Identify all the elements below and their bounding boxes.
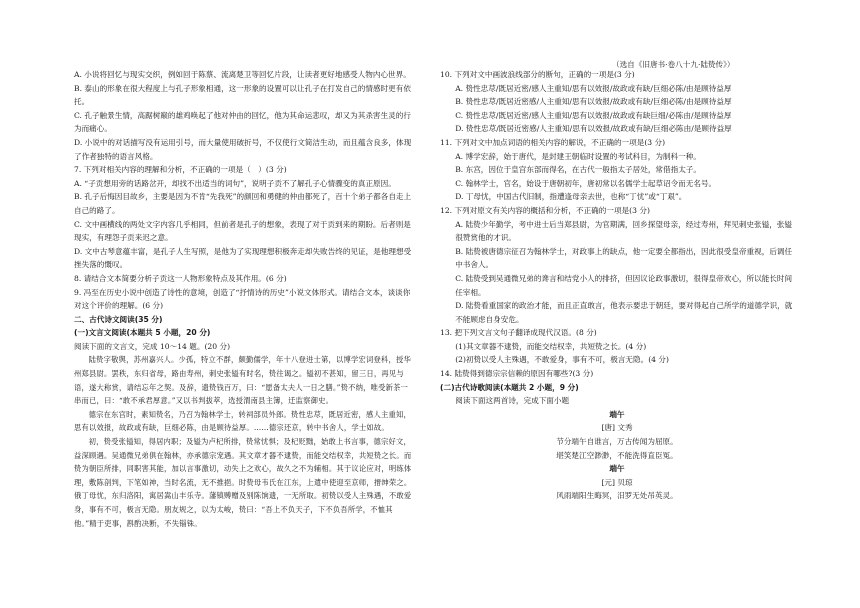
section-2a-heading: (一)文言文阅读(本题共 5 小题，20 分) (74, 328, 211, 338)
q10-option-d: D. 贽性忠荩/既居近密感/人主重知/思有以效报/故政或有缺/巨细必陈由/是顾待益厚 (455, 124, 732, 134)
section-2-heading: 二、古代诗文阅读(35 分) (74, 314, 163, 324)
poem-2-title: 端午 (609, 464, 625, 474)
q7-option-d: D. 文中古琴意蕴丰富，是孔子人生写照，是他为了实现理想积极奔走却失败告终的见证，是他理想受挫失落的慨叹。 (74, 246, 412, 270)
passage-paragraph-3: 初，贽受张镒知，得居内职；及镒为卢杞所排，贽常忧惧；及杞贬黜，始敢上书言事，德宗好文，益深顾遇。吴通微兄弟俱在翰林，亦承德宗宠遇。其文章才器不逮贽，而能交结权幸，共短贽之长。而贽为朝臣所排，同职害其能，加以言事激切，动失上之欢心，故久之不为辅相。其于议论应对，明练体理，敷陈剖判，下笔如神，当时名流，无不推挹。时贽母韦氏在江东，上遣中使迎至京师，搢绅荣之。俄丁母忧，东归洛阳，寓居嵩山丰乐寺。藩镇赙赠及别陈饷遗，一无所取。初贽以受人主殊遇，不敢爱身，事有不可，极言无隐。朋友规之，以为太峻，贽曰：“吾上不负天子，下不负吾所学，不恤其他。”精于吏事，斟酌决断，不失锱铢。 (74, 437, 412, 528)
q13-item-2: (2)初贽以受人主殊遇，不敢爱身，事有不可，极言无隐。(4 分) (455, 355, 669, 365)
left-column (74, 68, 412, 530)
q11-stem: 11. 下列对文中加点词语的相关内容的解说，不正确的一项是(3 分) (440, 137, 666, 147)
q11-option-c: C. 翰林学士，官名，始设于唐朝初年，唐初常以名儒学士起草诏令而无名号。 (455, 178, 717, 188)
q7-option-b: B. 孔子后悔因目故乡，主要是因为不肯“先我死”的颜回和勇健的仲由都死了，百十个弟子都各自走上自己的路了。 (74, 192, 412, 215)
q12-stem: 12. 下列对原文有关内容的概括和分析，不正确的一项是(3 分) (440, 205, 650, 215)
q6-option-b: B. 泰山的形象在很大程度上与孔子形象相通，这一形象的设置可以让孔子在打发自己的情感时更有依托。 (74, 83, 411, 107)
section-2b-heading: (二)古代诗歌阅读(本题共 2 小题，9 分) (440, 382, 579, 392)
poem-2-author: [元] 贝琼 (601, 477, 633, 487)
q7-option-c: C. 文中画横线的两处文字内容几乎相同，但前者是孔子的想象，表现了对于贡到来的期盼。后者则是现实，有理怨子贡来迟之意。 (74, 219, 411, 243)
q12-option-c: C. 陆贽受到吴通微兄弟的谗言和结党小人的排挤，但因议论政事激切，很得皇帝欢心，所以能长时间任宰相。 (455, 273, 793, 297)
source-line: （选自《旧唐书·卷八十九·陆贽传》） (612, 60, 735, 69)
q6-option-d: D. 小说中的对话描写没有运用引号，而大量使用破折号，不仅使行文简洁生动，而且蕴含良多，体现了作者独特的语言风格。 (74, 137, 412, 161)
q8: 8. 请结合文本简要分析子贡这一人物形象特点及其作用。(6 分) (74, 273, 287, 283)
q6-option-a: A. 小说将回忆与现实交织，例如回于陈蔡、流离楚卫等回忆片段，让读者更好地感受人物内心世界。 (74, 70, 411, 79)
poem-2-line-1: 风雨端阳生晦冥，汨罗无处吊英灵。 (556, 491, 678, 501)
q13-item-1: (1)其文章器不逮贽，而能交结权幸，共短贽之长。(4 分) (455, 341, 647, 351)
q12-option-d: D. 陆贽看重国家的政治才能，而且正直敢言，他表示要忠于朝廷，要对得起自己所学的道德学识，就不能顾虑自身安危。 (455, 301, 793, 324)
q10-stem: 10. 下列对文中画波浪线部分的断句，正确的一项是(3 分) (440, 70, 635, 79)
q9: 9. 冯至在历史小说中创造了诗性的意境，创造了“抒情诗的历史”小说文体形式。请结合文本，谈谈你对这个评价的理解。(6 分) (74, 287, 411, 311)
q6-option-c: C. 孔子触景生情，高踞树巅的雄鸡唤起了他对仲由的回忆，他为其命运悲叹，却又为其杀害生灵的行为而痛心。 (74, 110, 411, 134)
poem-instruction: 阅读下面这两首诗，完成下面小题 (455, 396, 570, 406)
q7-stem: 7. 下列对相关内容的理解和分析，不正确的一项是（ ）(3 分) (74, 165, 287, 175)
q10-option-a: A. 贽性忠荩/既居近密/感人主重知/思有以效报/故政或有缺/巨细必陈/由是顾待益厚 (455, 83, 732, 93)
right-column (440, 68, 794, 503)
q11-option-b: B. 东宫，因位于皇宫东部而得名，在古代一般指太子居处，常借指太子。 (455, 165, 701, 175)
poem-1-title: 端午 (609, 409, 625, 419)
poem-1-line-1: 节分端午自谁言，万古传闻为屈原。 (556, 437, 678, 447)
passage-paragraph-1: 陆贽字敬舆，苏州嘉兴人。少孤，特立不群，颇勤儒学，年十八登进士第，以博学宏词登科，授华州郑县尉。罢秩，东归省母，路由寿州，刺史张镒有时名，贽往谒之。镒初不甚知，留三日，再见与语，遂大称赏，请结忘年之契。及辞，遗贽钱百万，曰：“愿备太夫人一日之膳。”贽不纳，唯受新茶一串而已，曰：“敢不承君厚意。”又以书判拔萃，选授渭南县主簿，迁监察御史。 (74, 355, 411, 406)
q10-option-b: B. 贽性忠荩/既居近密感/人主重知/思有以效报/故政或有缺/巨细必陈/由是顾待益厚 (455, 97, 732, 107)
q11-option-d: D. 丁母忧，中国古代旧制，指遭逢母亲去世，也称“丁忧”或“丁艰”。 (455, 192, 687, 202)
q12-option-b: B. 陆贽被唐德宗征召为翰林学士，对政事上的缺点，他一定要全都指出，因此很受皇帝重视，后调任中书舍人。 (455, 246, 793, 270)
q7-option-a: A. “子贡想用旁的话路岔开，却找不出适当的词句”，说明子贡不了解孔子心情骤变的真正原因。 (74, 178, 396, 188)
q11-option-a: A. 博学宏辞，始于唐代，是封建王朝临时设置的考试科目，为制科一种。 (455, 151, 701, 161)
passage-paragraph-2: 德宗在东宫时，素知贽名，乃召为翰林学士，转祠部员外郎。贽性忠荩，既居近密，感人主重知，思有以效报，故政或有缺，巨细必陈，由是顾待益厚。……德宗还京，转中书舍人，学士如故。 (74, 409, 411, 433)
q14: 14. 陆贽得到德宗宗信赖的原因有哪些?(3 分) (440, 369, 594, 379)
q10-option-c: C. 贽性忠荩/既居近密/感人主重知/思有以效报/故政或有缺巨细/必陈由/是顾待益厚 (455, 110, 732, 120)
passage-instruction: 阅读下面的文言文，完成 10～14 题。(20 分) (74, 341, 231, 351)
q12-option-a: A. 陆贽少年勤学，考中进士后当郑县尉，为官期满，回乡探望母亲，经过寿州，拜见刺史张镒，张镒很赞赏他的才识。 (455, 219, 793, 243)
poem-1-line-2: 堪笑楚江空渺渺，不能洗得直臣冤。 (556, 450, 678, 460)
poem-1-author: [唐] 文秀 (601, 423, 633, 433)
q13-stem: 13. 把下列文言文句子翻译成现代汉语。(8 分) (440, 328, 597, 338)
